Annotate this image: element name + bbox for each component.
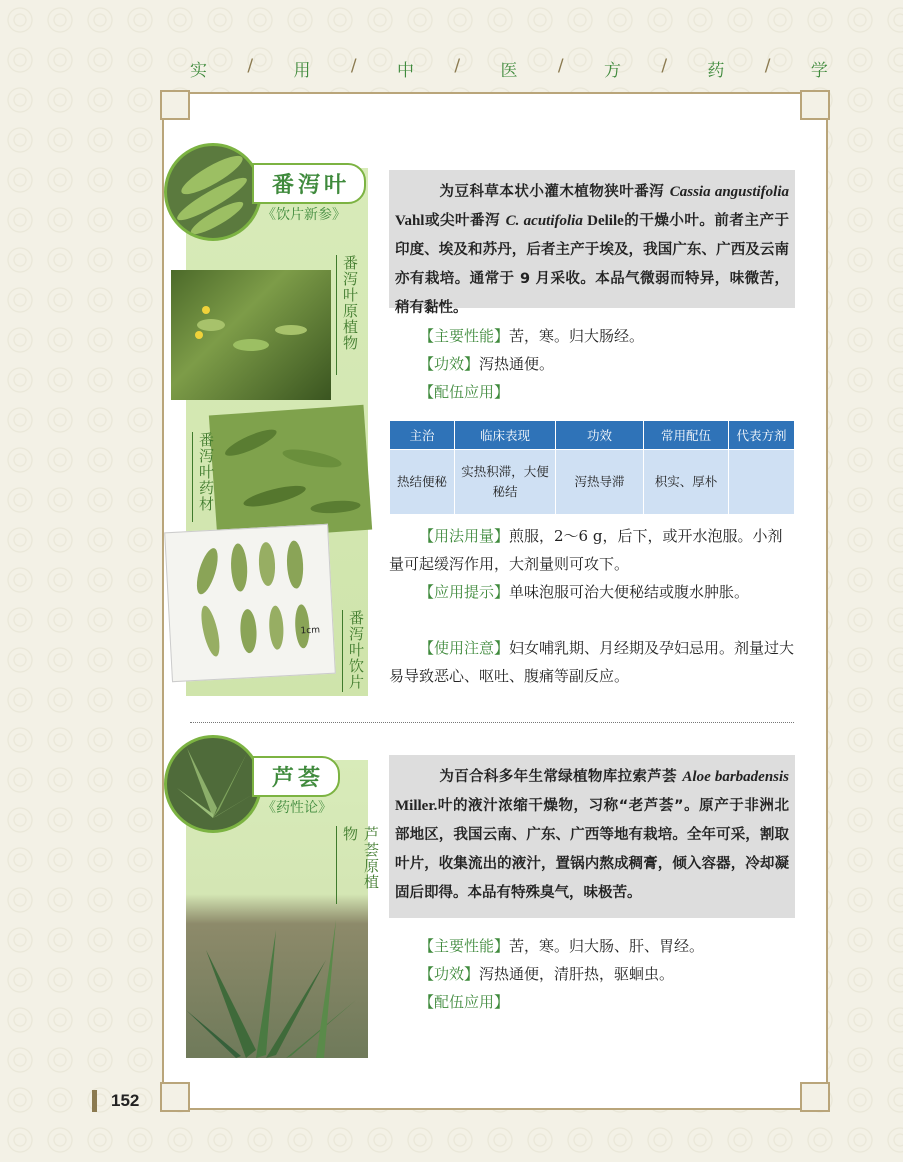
page-number xyxy=(92,1090,139,1112)
header-char: 实 xyxy=(190,61,209,81)
herb2-properties: 【主要性能】苦，寒。归大肠、肝、胃经。 xyxy=(419,937,705,955)
photo-label: 芦荟原植物 xyxy=(336,826,382,904)
herb2-source: 《药性论》 xyxy=(262,800,332,816)
herb2-name: 芦荟 xyxy=(252,756,340,797)
herb2-thumbnail xyxy=(164,735,262,833)
herb1-usage: 【用法用量】煎服，2～6 g，后下，或开水泡服。小剂量可起缓泻作用，大剂量则可攻下。 xyxy=(389,527,783,573)
header-char: 用 xyxy=(293,61,313,81)
herb1-compatibility: 【配伍应用】 xyxy=(419,383,510,401)
herb2-effect: 【功效】泻热通便，清肝热，驱蛔虫。 xyxy=(419,965,675,983)
photo-label: 番泻叶药材 xyxy=(192,432,217,522)
herb1-effect: 【功效】泻热通便。 xyxy=(419,355,555,373)
table-cell: 实热积滞，大便秘结 xyxy=(455,450,556,515)
table-header: 功效 xyxy=(556,421,644,450)
header-char: 学 xyxy=(810,61,830,81)
table-header: 常用配伍 xyxy=(644,421,729,450)
frame-corner xyxy=(800,1082,830,1112)
table-row xyxy=(390,450,795,515)
herb1-properties: 【主要性能】苦，寒。归大肠经。 xyxy=(419,327,645,345)
table-header: 临床表现 xyxy=(455,421,556,450)
herb1-description: 为豆科草本状小灌木植物狭叶番泻 Cassia angustifolia Vahl或尖叶番泻 C. acutifolia Delile的干燥小叶。前者主产于印度、埃及和苏丹，后者主产于埃及，我国广东、广西及云南亦有栽培。通常于 9 月采收。本品气微弱而特异，味微苦，稍有黏性。 xyxy=(389,170,795,308)
herb2-plant-photo xyxy=(186,890,368,1058)
table-cell: 热结便秘 xyxy=(390,450,455,515)
table-cell: 枳实、厚朴 xyxy=(644,450,729,515)
table-cell: 泻热导滞 xyxy=(556,450,644,515)
herb1-source: 《饮片新参》 xyxy=(262,207,346,223)
photo-label: 番泻叶原植物 xyxy=(336,255,361,375)
table-header: 主治 xyxy=(390,421,455,450)
herb2-compatibility: 【配伍应用】 xyxy=(419,993,510,1011)
header-char: 方 xyxy=(603,61,623,81)
herb1-plant-photo xyxy=(171,270,331,400)
header-char: 医 xyxy=(500,61,520,81)
header-char: 药 xyxy=(707,61,727,81)
page-number-bar xyxy=(92,1090,97,1112)
table-cell xyxy=(729,450,795,515)
page-number-text: 152 xyxy=(111,1091,140,1110)
section-divider xyxy=(190,722,794,723)
herb1-material-photo xyxy=(209,405,372,541)
scale-label: 1cm xyxy=(300,625,321,637)
herb1-application-table xyxy=(389,420,795,515)
frame-corner xyxy=(160,90,190,120)
herb1-tip: 【应用提示】单味泡服可治大便秘结或腹水肿胀。 xyxy=(419,583,750,601)
frame-corner xyxy=(160,1082,190,1112)
herb1-name: 番泻叶 xyxy=(252,163,366,204)
running-header: 实 / 用 / 中 / 医 / 方 / 药 / 学 xyxy=(190,56,830,81)
herb1-thumbnail xyxy=(164,143,262,241)
photo-label: 番泻叶饮片 xyxy=(342,610,367,692)
herb2-description: 为百合科多年生常绿植物库拉索芦荟 Aloe barbadensis Miller.叶的液汁浓缩干燥物，习称“老芦荟”。原产于非洲北部地区，我国云南、广东、广西等地有栽培。全年可采，割取叶片，收集流出的液汁，置锅内熬成稠膏，倾入容器，冷却凝固后即得。本品有特殊臭气，味极苦。 xyxy=(389,755,795,918)
herb1-caution: 【使用注意】妇女哺乳期、月经期及孕妇忌用。剂量过大易导致恶心、呕吐、腹痛等副反应。 xyxy=(389,639,795,685)
header-char: 中 xyxy=(396,61,416,81)
table-header: 代表方剂 xyxy=(729,421,795,450)
herb1-slice-photo xyxy=(164,524,336,682)
table-header-row xyxy=(390,421,795,450)
frame-corner xyxy=(800,90,830,120)
